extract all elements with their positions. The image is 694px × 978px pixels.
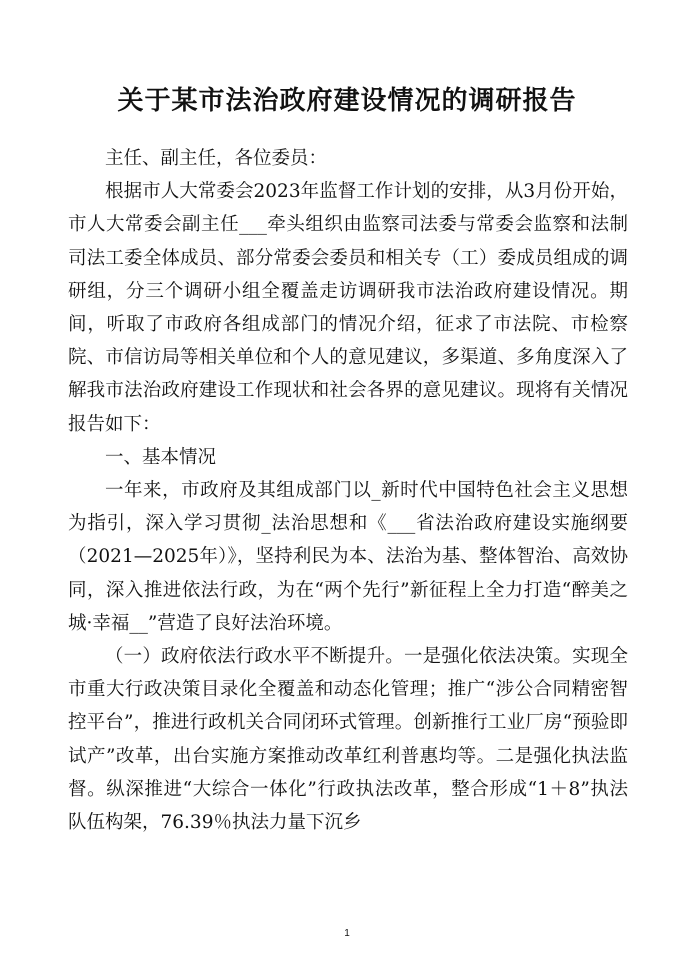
section-heading-basic: 一、基本情况 bbox=[105, 446, 217, 468]
salutation: 主任、副主任，各位委员： bbox=[105, 148, 328, 169]
document-body bbox=[68, 142, 628, 839]
paragraph-1: 根据市人大常委会2023年监督工作计划的安排，从3月份开始，市人大常委会副主任___牵头组织由监察司法委与常委会监察和法制司法工委全体成员、部分常委会委员和相关专（工）委成员组成的调研组，分三个调研小组全覆盖走访调研我市法治政府建设情况。期间，听取了市政府各组成部门的情况介绍，征求了市法院、市检察院、市信访局等相关单位和个人的意见建议，多渠道、多角度深入了解我市法治政府建设工作现状和社会各界的意见建议。现将有关情况报告如下： bbox=[68, 181, 628, 435]
document-title: 关于某市法治政府建设情况的调研报告 bbox=[117, 86, 577, 116]
page-number: 1 bbox=[344, 928, 350, 939]
paragraph-2: 一年来，市政府及其组成部门以_新时代中国特色社会主义思想为指引，深入学习贯彻_法治思想和《___省法治政府建设实施纲要（2021—2025年）》，坚持利民为本、法治为基、整体智治、高效协同，深入推进依法行政，为在“两个先行”新征程上全力打造“醉美之城·幸福__”营造了良好法治环境。 bbox=[68, 480, 628, 634]
paragraph-3: （一）政府依法行政水平不断提升。一是强化依法决策。实现全市重大行政决策目录化全覆盖和动态化管理；推广“涉公合同精密智控平台”，推进行政机关合同闭环式管理。创新推行工业厂房“预验即试产”改革，出台实施方案推动改革红利普惠均等。二是强化执法监督。纵深推进“大综合一体化”行政执法改革，整合形成“1＋8”执法队伍构架，76.39％执法力量下沉乡 bbox=[68, 646, 628, 834]
